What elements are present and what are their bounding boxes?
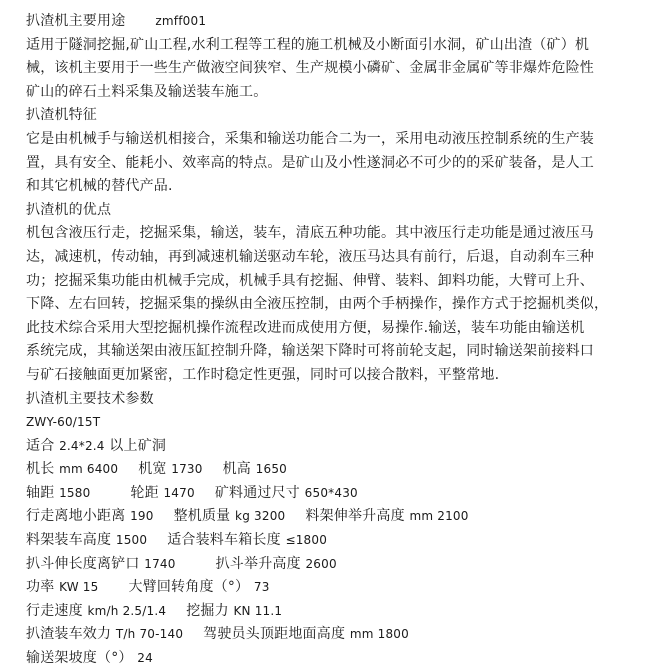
spec-value: mm 1800 (349, 627, 409, 642)
spec-label: 以上矿洞 (109, 437, 167, 454)
spec-label: 整机质量 (173, 508, 231, 525)
spec-tunnel (26, 435, 658, 459)
purpose-line: 矿山的碎石土料采集及输送装车施工。 (26, 83, 268, 100)
spec-speed (26, 600, 658, 624)
spec-value: KW 15 (59, 580, 99, 595)
spec-label: 扒斗伸长度离铲口 (26, 555, 140, 572)
advantages-line: 下降、左右回转，挖掘采集的操纵由全液压控制，由两个手柄操作，操作方式于挖掘机类似， (26, 296, 609, 313)
spec-value: 1740 (144, 556, 176, 571)
model-number: ZWY-60/15T (26, 415, 101, 430)
features-line: 置，具有安全、能耗小、效率高的特点。是矿山及小性遂洞必不可少的的采矿装备，是人工 (26, 154, 594, 171)
advantages-line: 达，减速机，传动轴，再到减速机输送驱动车轮，液压马达具有前行，后退，自动刹车三种 (26, 248, 594, 265)
advantages-line: 功；挖掘采集功能由机械手完成，机械手具有挖掘、伸臂、装料、卸料功能，大臂可上升、 (26, 272, 594, 289)
advantages-line: 机包含液压行走，挖掘采集，输送，装车，清底五种功能。其中液压行走功能是通过液压马 (26, 225, 594, 242)
advantages-line: 系统完成，其输送架由液压缸控制升降，输送架下降时可将前轮支起，同时输送架前接料口 (26, 343, 594, 360)
spec-value: kg 3200 (235, 509, 286, 524)
params-heading: 扒渣机主要技术参数 (26, 390, 154, 407)
spec-value: 1650 (255, 462, 288, 477)
spec-value: 650*430 (304, 485, 358, 500)
spec-label: 挖掘力 (186, 602, 229, 619)
spec-label: 适合 (26, 437, 55, 454)
spec-slope (26, 647, 658, 671)
spec-label: 驾驶员头顶距地面高度 (203, 626, 346, 643)
spec-label: 扒渣装车效力 (26, 626, 112, 643)
features-line: 它是由机械手与输送机相接合，采集和输送功能合二为一，采用电动液压控制系统的生产装 (26, 130, 594, 147)
doc-code: zmff001 (155, 14, 207, 28)
features-heading: 扒渣机特征 (26, 107, 97, 124)
spec-label: 机宽 (138, 461, 167, 478)
spec-value: 24 (137, 651, 153, 666)
spec-value: 2.4*2.4 (59, 438, 105, 453)
spec-label: 料架伸举升高度 (305, 508, 405, 525)
spec-label: 轴距 (26, 484, 55, 501)
spec-value: 1500 (115, 533, 148, 548)
spec-label: 料架装车高度 (26, 532, 112, 549)
spec-value: mm 6400 (59, 462, 119, 477)
spec-label: 功率 (26, 579, 55, 596)
advantages-heading: 扒渣机的优点 (26, 201, 112, 218)
spec-value: 73 (253, 580, 270, 595)
spec-label: 轮距 (130, 484, 159, 501)
spec-value: 1580 (59, 485, 91, 500)
advantages-line: 此技术综合采用大型挖掘机操作流程改进而成使用方便，易操作.输送，装车功能由输送机 (26, 319, 585, 336)
spec-wheels (26, 482, 658, 506)
spec-value: T/h 70-140 (115, 627, 184, 642)
advantages-line: 与矿石接触面更加紧密，工作时稳定性更强，同时可以接合散料，平整常地. (26, 366, 500, 383)
spec-label: 机高 (222, 461, 252, 478)
spec-value: ≤1800 (285, 533, 328, 548)
features-line: 和其它机械的替代产品. (26, 178, 173, 195)
spec-label: 扒斗举升高度 (215, 555, 301, 572)
spec-value: 1470 (163, 485, 195, 500)
spec-bucket (26, 553, 658, 577)
spec-dimensions (26, 458, 658, 482)
spec-power (26, 576, 658, 600)
purpose-line: 适用于隧洞挖掘,矿山工程,水利工程等工程的施工机械及小断面引水洞，矿山出渣（矿）机 (26, 36, 590, 53)
spec-travel (26, 505, 658, 529)
spec-label: 适合装料车箱长度 (167, 532, 281, 549)
purpose-line: 械，该机主要用于一些生产做液空间狭窄、生产规模小磷矿、金属非金属矿等非爆炸危险性 (26, 60, 594, 77)
doc-title: 扒渣机主要用途 (26, 13, 126, 29)
spec-value: 190 (130, 509, 154, 524)
spec-value: 2600 (305, 556, 337, 571)
spec-loading (26, 529, 658, 553)
title-line (26, 10, 658, 34)
spec-efficiency (26, 623, 658, 647)
spec-label: 行走速度 (26, 602, 83, 619)
document-body (26, 10, 658, 671)
spec-label: 输送架坡度（°） (26, 650, 133, 667)
spec-value: KN 11.1 (233, 603, 283, 618)
spec-value: 1730 (171, 462, 203, 477)
spec-value: mm 2100 (409, 509, 469, 524)
spec-value: km/h 2.5/1.4 (87, 603, 167, 618)
spec-label: 大臂回转角度（°） (128, 579, 250, 596)
spec-label: 机长 (26, 461, 55, 478)
spec-label: 行走离地小距离 (26, 508, 126, 525)
spec-label: 矿料通过尺寸 (214, 484, 301, 501)
